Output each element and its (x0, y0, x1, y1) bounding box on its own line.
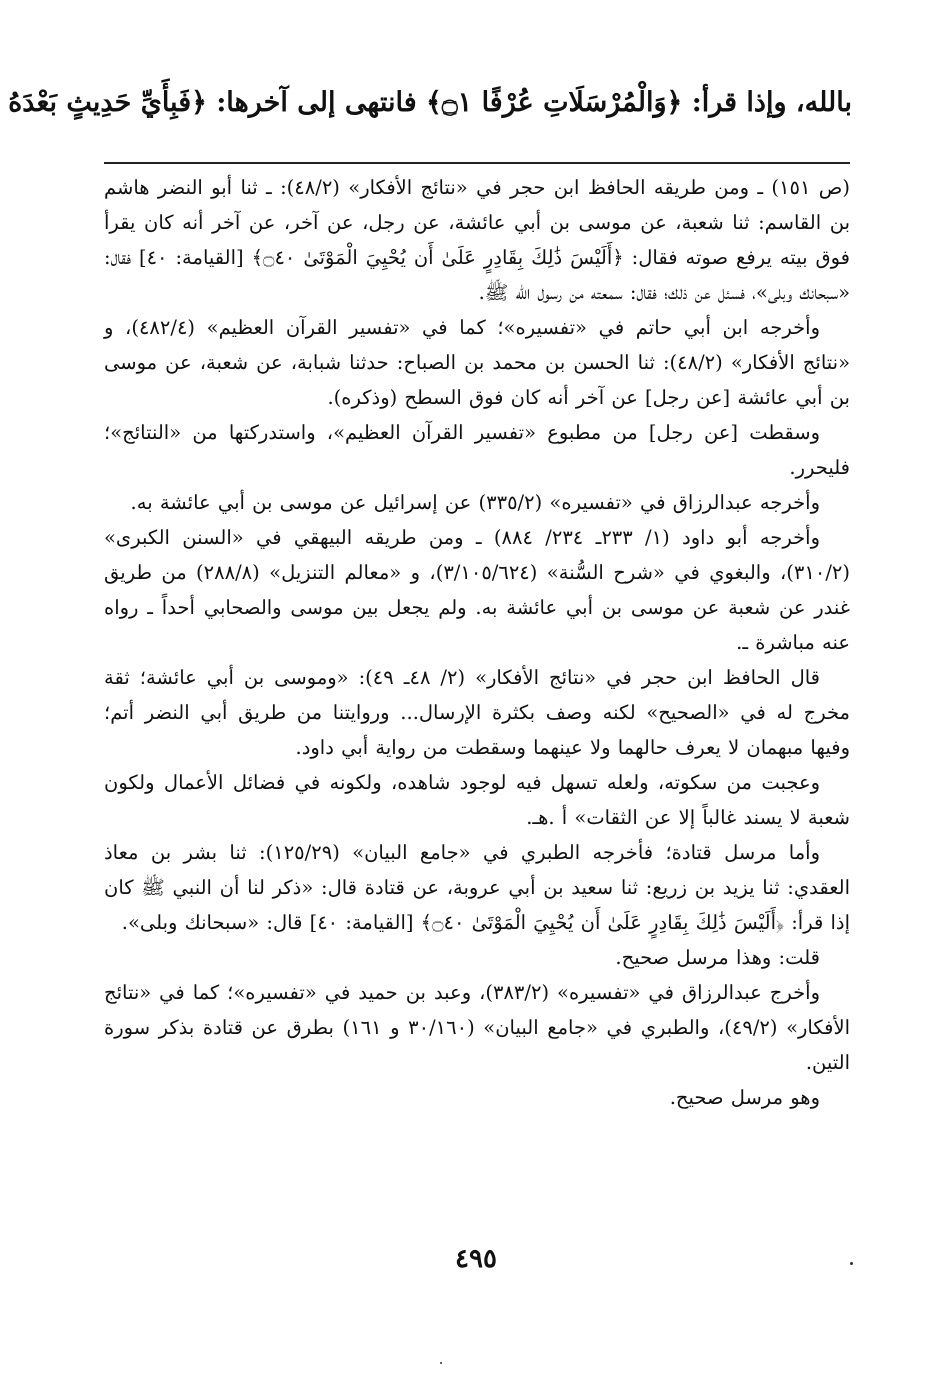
paragraph-10: وأخرج عبدالرزاق في «تفسيره» (٣٨٣/٢)، وعبد بن حميد في «تفسيره»؛ كما في «نتائج الأفكار» (٤٩/٢)، والطبري في «جامع البيان» (٣٠/١٦٠ و ١٦١) بطرق عن قتادة بذكر سورة التين. (104, 981, 850, 1074)
paragraph-7: وعجبت من سكوته، ولعله تسهل فيه لوجود شاهده، ولكونه في فضائل الأعمال ولكون شعبة لا يسند غالباً إلا عن الثقات» أ .هـ. (104, 771, 850, 829)
paragraph-8: وأما مرسل قتادة؛ فأخرجه الطبري في «جامع البيان» (١٢٥/٢٩): ثنا بشر بن معاذ العقدي: ثنا يزيد بن زريع: ثنا سعيد بن أبي عروبة، عن قتادة قال: «ذكر لنا أن النبي ﷺ كان إذا قرأ: ﴿أَلَيْسَ ذَٰلِكَ بِقَادِرٍ عَلَىٰ أَن يُحْيِيَ الْمَوْتَىٰ ۝٤٠﴾ [القيامة: ٤٠] قال: «سبحانك وبلى». (104, 841, 850, 934)
paragraph-6: قال الحافظ ابن حجر في «نتائج الأفكار» (٢/ ٤٨ـ ٤٩): «وموسى بن أبي عائشة؛ ثقة مخرج له في «الصحيح» لكنه وصف بكثرة الإرسال... وروايتنا من طريق أبي النضر أتم؛ وفيها مبهمان لا يعرف حالهما ولا عينهما وسقطت من رواية أبي داود. (104, 666, 850, 759)
paragraph-11: وهو مرسل صحيح. (669, 1086, 820, 1109)
paragraph-5: وأخرجه أبو داود (١/ ٢٣٣ـ ٢٣٤/ ٨٨٤) ـ ومن طريقه البيهقي في «السنن الكبرى» (٣١٠/٢)، والبغوي في «شرح السُّنة» (٣/١٠٥/٦٢٤)، و «معالم التنزيل» (٢٨٨/٨) من طريق غندر عن شعبة عن موسى بن أبي عائشة به. ولم يجعل بين موسى والصحابي أحداً ـ رواه عنه مباشرة ـ. (104, 526, 850, 654)
footnote-separator-rule (104, 162, 850, 164)
paragraph-4: وأخرجه عبدالرزاق في «تفسيره» (٣٣٥/٢) عن إسرائيل عن موسى بن أبي عائشة به. (130, 491, 820, 514)
paragraph-9: قلت: وهذا مرسل صحيح. (615, 946, 820, 969)
page-number: ٤٩٥ (455, 1244, 497, 1274)
paragraph-1: (ص ١٥١) ـ ومن طريقه الحافظ ابن حجر في «نتائج الأفكار» (٤٨/٢): ـ ثنا أبو النضر هاشم بن القاسم: ثنا شعبة، عن موسى بن أبي عائشة، عن رجل، عن آخر، عن آخر أنه كان يقرأ فوق بيته يرفع صوته فقال: ﴿أَلَيْسَ ذَٰلِكَ بِقَادِرٍ عَلَىٰ أَن يُحْيِيَ الْمَوْتَىٰ ۝٤٠﴾ [القيامة: ٤٠] فقال: «سبحانك وبلى»، فسئل عن ذلك؛ فقال: سمعته من رسول الله ﷺ. (104, 176, 850, 304)
paragraph-2: وأخرجه ابن أبي حاتم في «تفسيره»؛ كما في «تفسير القرآن العظيم» (٤٨٢/٤)، و «نتائج الأفكار» (٤٨/٢): ثنا الحسن بن محمد بن الصباح: حدثنا شبابة، عن شعبة، عن موسى بن أبي عائشة [عن رجل] عن آخر أنه كان فوق السطح (وذكره). (104, 316, 851, 409)
scan-speck (850, 1262, 853, 1265)
running-header-text: بالله، وإذا قرأ: ﴿وَالْمُرْسَلَاتِ عُرْفًا ۝١﴾ فانتهى إلى آخرها: ﴿فَبِأَيِّ حَدِيثٍ بَعْدَهُ (8, 87, 852, 118)
paragraph-3: وسقطت [عن رجل] من مطبوع «تفسير القرآن العظيم»، واستدركتها من «النتائج»؛ فليحرر. (104, 421, 850, 479)
scan-speck (440, 1362, 442, 1364)
footnote-body (104, 170, 850, 1115)
